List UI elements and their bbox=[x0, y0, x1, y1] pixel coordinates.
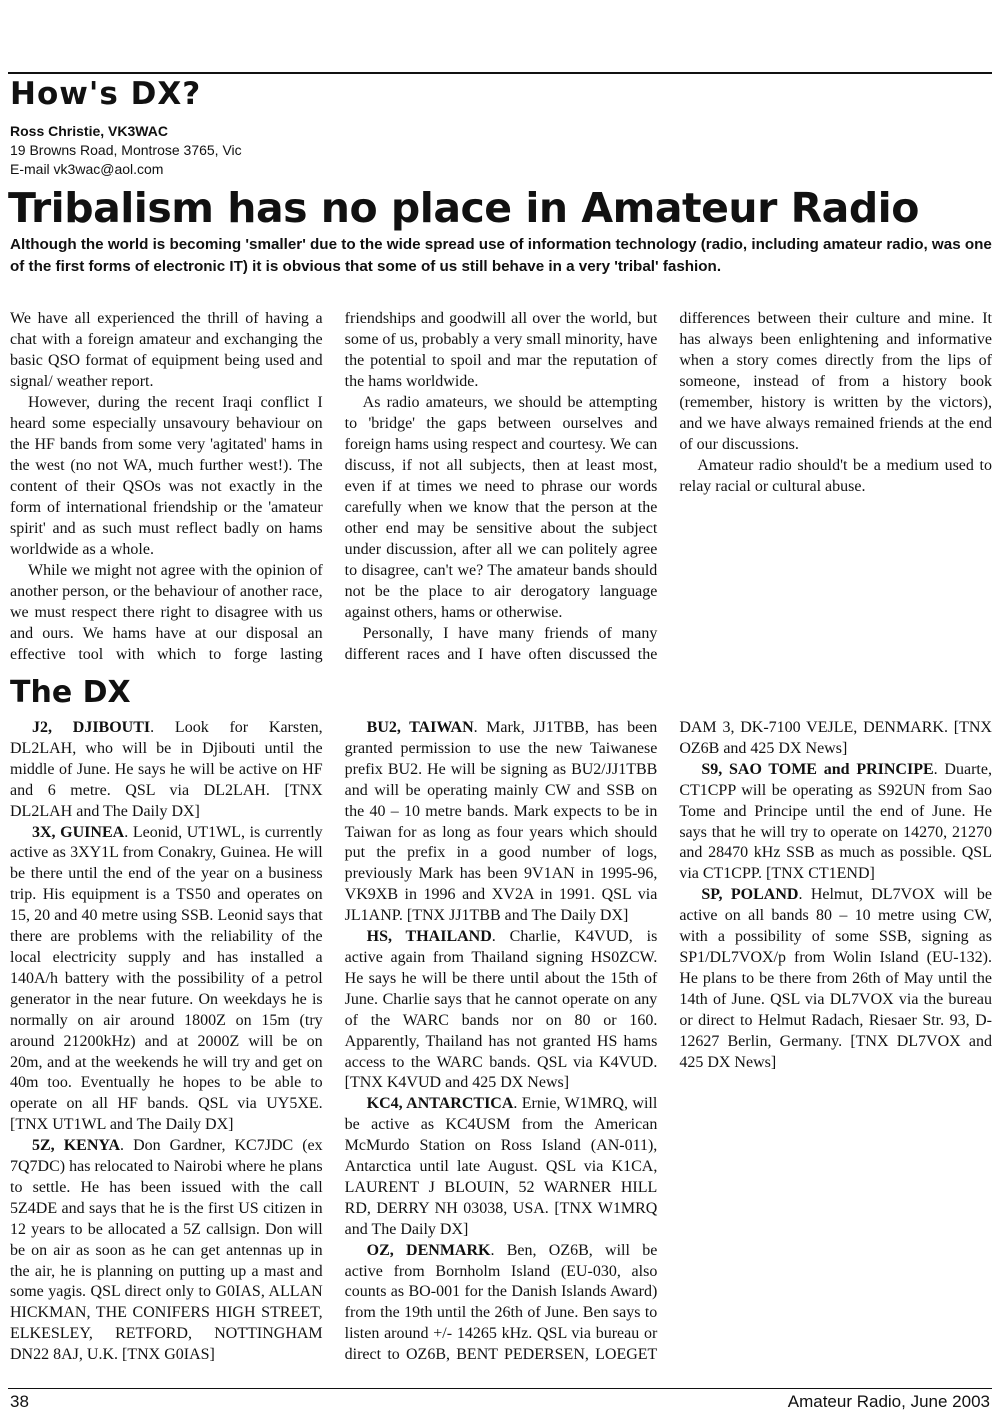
dx-entry-text: . Ernie, W1MRQ, will be active as KC4USM from the American McMurdo Station on Ross Island (AN-011), Antarctica until late August. QSL via K1CA, LAURENT J BLOUIN, 52 WARNER HILL RD, DERRY NH 03038, USA. [TNX W1MRQ and The Daily DX] bbox=[344, 1095, 658, 1238]
author-block bbox=[10, 122, 242, 179]
dx-entry-head: 3X, GUINEA bbox=[32, 823, 125, 841]
dx-entry bbox=[10, 718, 323, 823]
dx-entry-head: HS, THAILAND bbox=[366, 928, 492, 946]
page-number: 38 bbox=[10, 1392, 29, 1411]
dx-entry-text: . Look for Karsten, DL2LAH, who will be in Djibouti until the middle of June. He says he will be active on HF and 6 metre. QSL via DL2LAH. [TNX DL2LAH and The Daily DX] bbox=[10, 719, 323, 820]
article-paragraph: We have all experienced the thrill of having a chat with a foreign amateur and exchanging the basic QSO format of equipment being used and signal/ weather report. bbox=[10, 310, 323, 390]
article-paragraph: Amateur radio should't be a medium used to relay racial or cultural abuse. bbox=[679, 457, 992, 495]
dx-entry-head: BU2, TAIWAN bbox=[366, 719, 474, 736]
footer-rule bbox=[8, 1388, 992, 1389]
dx-entry bbox=[345, 718, 658, 927]
dx-entry-text: . Don Gardner, KC7JDC (ex 7Q7DC) has relocated to Nairobi where he plans to settle. He has been issued with the call 5Z4DE and says that he is the first US citizen in 12 years to be allocated a 5Z callsign. Don will be on air as soon as he can get antennas up in the air, he is planning on putting up a mast and some yagis. QSL direct only to G0IAS, ALLAN HICKMAN, THE CONIFERS HIGH STREET, ELKESLEY, RETFORD, NOTTINGHAM DN22 8AJ, U.K. [TNX G0IAS] bbox=[10, 1137, 323, 1364]
dx-entry bbox=[679, 885, 992, 1073]
dx-entry-head: 5Z, KENYA bbox=[32, 1137, 121, 1155]
column-title: How's DX? bbox=[10, 76, 202, 112]
article-body bbox=[10, 308, 992, 670]
dx-entry-head: OZ, DENMARK bbox=[366, 1241, 491, 1259]
top-rule bbox=[8, 72, 992, 74]
article-paragraph: As radio amateurs, we should be attempting to 'bridge' the gaps between ourselves and foreign hams using respect and courtesy. We can discuss, if not all subjects, then at least most, even if at times we need to phrase our words carefully when we know that the person at the other end may be sensitive about the subject under discussion, after all we can politely agree to disagree, can't we? The amateur bands should not be the place to air derogatory language against others, hams or otherwise. bbox=[344, 394, 658, 621]
section-title-the-dx: The DX bbox=[10, 675, 131, 710]
dx-entry-head: J2, DJIBOUTI bbox=[32, 719, 151, 736]
dx-entry-text: . Mark, JJ1TBB, has been granted permission to use the new Taiwanese prefix BU2. He will be signing as BU2/JJ1TBB and will be operating mainly CW and SSB on the 40 – 10 metre bands. Mark expects to be in Taiwan for as long as four years which should put the prefix in a good number of logs, previously Mark has been 9V1AN in 1995-96, VK9XB in 1996 and XV2A in 1991. QSL via JL1ANP. [TNX JJ1TBB and The Daily DX] bbox=[344, 719, 658, 925]
article-paragraph: However, during the recent Iraqi conflict I heard some especially unsavoury behaviour on the HF bands from some very 'agitated' hams in the west (no not WA, much further west!). The content of their QSOs was not exactly in the form of international friendship or the 'amateur spirit' and as such must reflect badly on hams worldwide as a whole. bbox=[10, 394, 323, 558]
dx-entry-text: . Helmut, DL7VOX will be active on all bands 80 – 10 metre using CW, with a possibility of some SSB, signing as SP1/DL7VOX/p from Wolin Island (EU-132). He plans to be there from 26th of May until the 14th of June. QSL via DL7VOX via the bureau or direct to Helmut Radach, Riesaer Str. 93, D-12627 Berlin, Germany. [TNX DL7VOX and 425 DX News] bbox=[679, 886, 992, 1071]
dx-entry bbox=[10, 823, 323, 1137]
dx-entry bbox=[10, 1136, 323, 1366]
dx-entry-text: . Charlie, K4VUD, is active again from Thailand signing HS0ZCW. He says he will be there until about the 15th of June. Charlie says that he cannot operate on any of the WARC bands nor on 80 or 160. Apparently, Thailand has not granted HS hams access to the WARC bands. QSL via K4VUD. [TNX K4VUD and 425 DX News] bbox=[344, 928, 658, 1092]
dx-entry-head: S9, SAO TOME and PRINCIPE bbox=[701, 760, 934, 778]
publication-footer: Amateur Radio, June 2003 bbox=[787, 1392, 990, 1411]
dx-entry-text: . Duarte, CT1CPP will be operating as S92UN from Sao Tome and Principe until the end of June. He says that he will try to operate on 14270, 21270 and 28470 kHz SSB as much as possible. QSL via CT1CPP. [TNX CT1END] bbox=[679, 760, 992, 883]
author-address: 19 Browns Road, Montrose 3765, Vic bbox=[10, 142, 242, 158]
author-name: Ross Christie, VK3WAC bbox=[10, 123, 168, 139]
dx-entry-text: . Leonid, UT1WL, is currently active as 3XY1L from Conakry, Guinea. He will be there until the end of the year on a business trip. His equipment is a TS50 and operates on 15, 20 and 40 metre using SSB. Leonid says that there are problems with the reliability of the local electricity supply and has installed a 140A/h battery with the possibility of a petrol generator in the near future. On weekdays he is normally on air around 1800Z on 15m (try around 21200kHz) and at 2000Z will be on 20m, and at the weekends he will try and get on 40m too. Eventually he hopes to be able to operate on all HF bands. QSL via UY5XE. [TNX UT1WL and The Daily DX] bbox=[10, 823, 323, 1134]
dx-entry-head: SP, POLAND bbox=[701, 886, 799, 904]
dx-entry bbox=[345, 927, 658, 1094]
dx-entry-text: . Ben, OZ6B, will be active from Bornholm Island (EU-030, also counts as BO-001 for the Danish Islands Award) from the 19th until the 26th of June. Ben says to listen around +/- 14265 kHz. QSL via bureau or direct to OZ6B, BENT PEDERSEN, LOEGET DAM 3, DK-7100 VEJLE, DENMARK. [TNX OZ6B and 425 DX News] bbox=[344, 719, 992, 1364]
author-email: E-mail vk3wac@aol.com bbox=[10, 161, 164, 177]
dx-entry bbox=[345, 1094, 658, 1240]
article-headline: Tribalism has no place in Amateur Radio bbox=[8, 184, 919, 232]
article-standfirst: Although the world is becoming 'smaller' due to the wide spread use of information technology (radio, including amateur radio, was one of the first forms of electronic IT) it is obvious that some of us still behave in a very 'tribal' fashion. bbox=[10, 236, 992, 275]
article-paragraph: Personally, I have many friends of many different races and I have often discussed the differences between their culture and mine. It has always been enlightening and informative when a story comes directly from the lips of someone, instead of from a history book (remember, history is written by the victors), and we have always remained friends at the end of our discussions. bbox=[344, 310, 992, 663]
dx-entry-head: KC4, ANTARCTICA bbox=[366, 1095, 514, 1113]
dx-entries bbox=[10, 718, 992, 1378]
article-paragraph: While we might not agree with the opinion of another person, or the behaviour of another race, we must respect there right to disagree with us and ours. We hams have at our disposal an effective tool with which to forge lasting friendships and goodwill all over the world, but some of us, probably a very small minority, have the potential to spoil and mar the reputation of the hams worldwide. bbox=[10, 310, 658, 663]
dx-entry bbox=[679, 760, 992, 885]
